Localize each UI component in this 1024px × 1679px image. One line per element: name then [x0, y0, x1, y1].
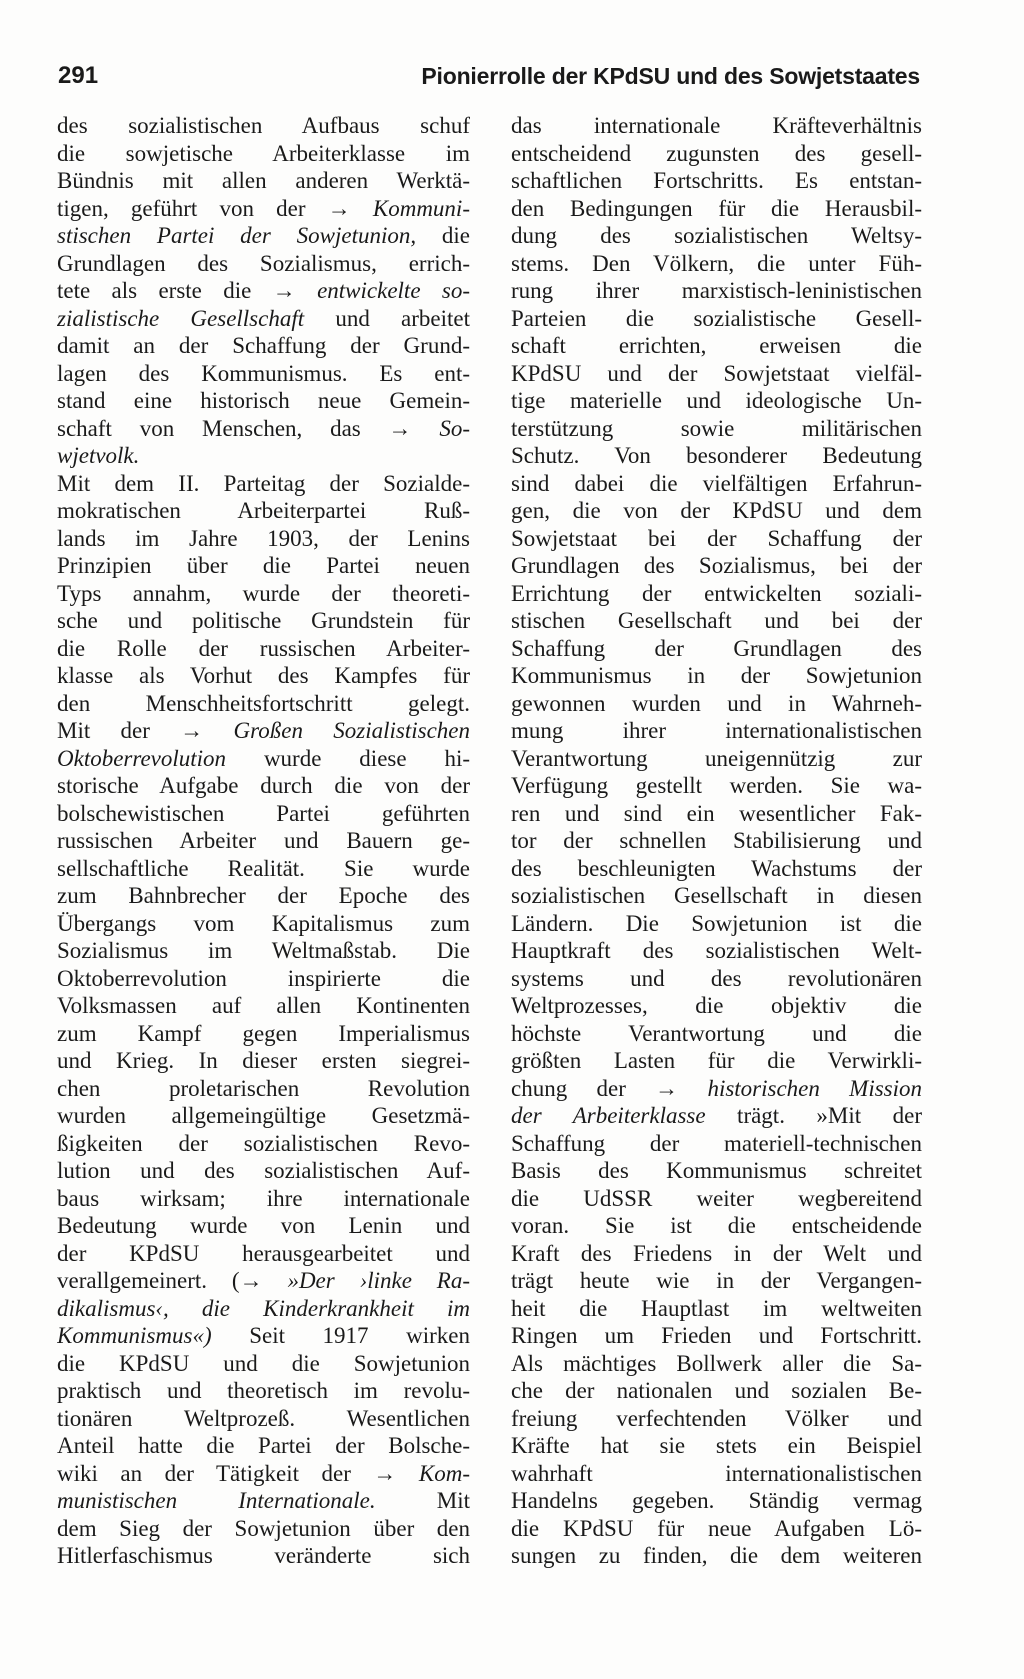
text-line: Verfügung gestellt werden. Sie wa-: [511, 773, 922, 798]
text-line: Verantwortung uneigennützig zur: [511, 745, 922, 771]
text-line: lagen des Kommunismus. Es ent-: [57, 360, 470, 386]
text-line: lution und des sozialistischen Auf-: [57, 1158, 470, 1183]
text-line: stems. Den Völkern, die unter Füh-: [511, 250, 922, 276]
text-line: Hitlerfaschismus veränderte sich: [57, 1543, 470, 1568]
text-line: der Arbeiterklasse trägt. »Mit der: [511, 1103, 922, 1128]
text-line: sind dabei die vielfältigen Erfahrun-: [511, 470, 922, 496]
text-line: stand eine historisch neue Gemein-: [57, 388, 470, 413]
text-line: Schaffung der materiell-technischen: [511, 1130, 922, 1156]
text-line: ren und sind ein wesentlicher Fak-: [511, 800, 922, 826]
text-line: Sozialismus im Weltmaßstab. Die: [57, 938, 470, 963]
text-line: und Krieg. In dieser ersten siegrei-: [57, 1048, 470, 1073]
text-line: Parteien die sozialistische Gesell-: [511, 305, 922, 331]
text-line: Als mächtiges Bollwerk aller die Sa-: [511, 1350, 922, 1376]
text-line: chen proletarischen Revolution: [57, 1075, 470, 1101]
text-line: Oktoberrevolution inspirierte die: [57, 965, 470, 991]
text-line: Mit dem II. Parteitag der Sozialde-: [57, 470, 470, 496]
text-line: terstützung sowie militärischen: [511, 415, 922, 441]
text-line: Übergangs vom Kapitalismus zum: [57, 910, 470, 936]
text-line: der KPdSU herausgearbeitet und: [57, 1240, 470, 1266]
text-line: schaftlichen Fortschritts. Es entstan-: [511, 168, 922, 193]
text-line: che der nationalen und sozialen Be-: [511, 1378, 922, 1403]
text-line: ßigkeiten der sozialistischen Revo-: [57, 1130, 470, 1156]
text-line: gewonnen wurden und in Wahrneh-: [511, 690, 922, 716]
text-line: sche und politische Grundstein für: [57, 608, 470, 633]
text-line: mung ihrer internationalistischen: [511, 718, 922, 743]
text-line: damit an der Schaffung der Grund-: [57, 333, 470, 358]
text-line: russischen Arbeiter und Bauern ge-: [57, 828, 470, 853]
text-line: Kraft des Friedens in der Welt und: [511, 1240, 922, 1266]
text-line: dung des sozialistischen Weltsy-: [511, 223, 922, 248]
text-line: munistischen Internationale. Mit: [57, 1488, 470, 1513]
text-line: sellschaftliche Realität. Sie wurde: [57, 855, 470, 881]
text-line: freiung verfechtenden Völker und: [511, 1405, 922, 1431]
text-line: entscheidend zugunsten des gesell-: [511, 140, 922, 166]
text-line: das internationale Kräfteverhältnis: [511, 113, 922, 138]
text-line: des beschleunigten Wachstums der: [511, 855, 922, 881]
text-line: chung der → historischen Mission: [511, 1075, 922, 1101]
text-line: die KPdSU und die Sowjetunion: [57, 1350, 470, 1376]
text-line: verallgemeinert. (→ »Der ›linke Ra-: [57, 1268, 470, 1293]
text-line: tionären Weltprozeß. Wesentlichen: [57, 1405, 470, 1431]
text-line: tigen, geführt von der → Kommuni-: [57, 195, 470, 221]
text-line: heit die Hauptlast im weltweiten: [511, 1295, 922, 1321]
text-line: dem Sieg der Sowjetunion über den: [57, 1515, 470, 1541]
running-title: Pionierrolle der KPdSU und des Sowjetstaates: [421, 63, 920, 89]
text-line: gen, die von der KPdSU und dem: [511, 498, 922, 523]
text-line: tige materielle und ideologische Un-: [511, 388, 922, 413]
text-line: des sozialistischen Aufbaus schuf: [57, 113, 470, 138]
text-line: zialistische Gesellschaft und arbeitet: [57, 305, 470, 331]
text-line: die UdSSR weiter wegbereitend: [511, 1185, 922, 1211]
text-line: systems und des revolutionären: [511, 965, 922, 991]
text-column-left: [57, 112, 470, 1572]
text-line: Errichtung der entwickelten soziali-: [511, 580, 922, 606]
text-line: wahrhaft internationalistischen: [511, 1460, 922, 1486]
text-line: Kommunismus«) Seit 1917 wirken: [57, 1323, 470, 1348]
text-line: schaft errichten, erweisen die: [511, 333, 922, 358]
text-line: Ringen um Frieden und Fortschritt.: [511, 1323, 922, 1348]
text-line: Ländern. Die Sowjetunion ist die: [511, 910, 922, 936]
text-line: höchste Verantwortung und die: [511, 1020, 922, 1046]
text-line: voran. Sie ist die entscheidende: [511, 1213, 922, 1238]
text-line: stischen Gesellschaft und bei der: [511, 608, 922, 633]
text-line: Kommunismus in der Sowjetunion: [511, 663, 922, 688]
text-line: Sowjetstaat bei der Schaffung der: [511, 525, 922, 551]
text-line: Oktoberrevolution wurde diese hi-: [57, 745, 470, 771]
text-line: wurden allgemeingültige Gesetzmä-: [57, 1103, 470, 1128]
text-line: Schaffung der Grundlagen des: [511, 635, 922, 661]
text-line: den Menschheitsfortschritt gelegt.: [57, 690, 470, 716]
text-line: bolschewistischen Partei geführten: [57, 800, 470, 826]
text-line: Mit der → Großen Sozialistischen: [57, 718, 470, 743]
text-line: Schutz. Von besonderer Bedeutung: [511, 443, 922, 468]
text-line: Basis des Kommunismus schreitet: [511, 1158, 922, 1183]
text-line: wjetvolk.: [57, 443, 140, 468]
page-number: 291: [58, 62, 99, 89]
text-line: die Rolle der russischen Arbeiter-: [57, 635, 470, 661]
text-line: die KPdSU für neue Aufgaben Lö-: [511, 1515, 922, 1541]
text-line: sozialistischen Gesellschaft in diesen: [511, 883, 922, 908]
text-line: Handelns gegeben. Ständig vermag: [511, 1488, 922, 1513]
text-line: Weltprozesses, die objektiv die: [511, 993, 922, 1018]
text-line: Volksmassen auf allen Kontinenten: [57, 993, 470, 1018]
text-line: Bündnis mit allen anderen Werktä-: [57, 168, 470, 193]
text-line: Bedeutung wurde von Lenin und: [57, 1213, 470, 1238]
text-line: storische Aufgabe durch die von der: [57, 773, 470, 798]
text-line: mokratischen Arbeiterpartei Ruß-: [57, 498, 470, 523]
text-line: Anteil hatte die Partei der Bolsche-: [57, 1433, 470, 1458]
text-line: KPdSU und der Sowjetstaat vielfäl-: [511, 360, 922, 386]
text-line: den Bedingungen für die Herausbil-: [511, 195, 922, 221]
text-line: klasse als Vorhut des Kampfes für: [57, 663, 470, 688]
text-line: Grundlagen des Sozialismus, errich-: [57, 250, 470, 276]
text-line: tor der schnellen Stabilisierung und: [511, 828, 922, 853]
text-line: lands im Jahre 1903, der Lenins: [57, 525, 470, 551]
text-line: zum Bahnbrecher der Epoche des: [57, 883, 470, 908]
text-line: rung ihrer marxistisch-leninistischen: [511, 278, 922, 303]
text-column-right: [511, 112, 922, 1572]
text-line: baus wirksam; ihre internationale: [57, 1185, 470, 1211]
text-line: zum Kampf gegen Imperialismus: [57, 1020, 470, 1046]
text-line: dikalismus‹, die Kinderkrankheit im: [57, 1295, 470, 1321]
text-line: tete als erste die → entwickelte so-: [57, 278, 470, 303]
text-line: Prinzipien über die Partei neuen: [57, 553, 470, 578]
page-header: [58, 56, 920, 96]
text-line: Kräfte hat sie stets ein Beispiel: [511, 1433, 922, 1458]
text-line: größten Lasten für die Verwirkli-: [511, 1048, 922, 1073]
text-line: die sowjetische Arbeiterklasse im: [57, 140, 470, 166]
text-line: praktisch und theoretisch im revolu-: [57, 1378, 470, 1403]
text-line: stischen Partei der Sowjetunion, die: [57, 223, 470, 248]
text-line: wiki an der Tätigkeit der → Kom-: [57, 1460, 470, 1486]
text-line: trägt heute wie in der Vergangen-: [511, 1268, 922, 1293]
text-line: Hauptkraft des sozialistischen Welt-: [511, 938, 922, 963]
text-line: sungen zu finden, die dem weiteren: [511, 1543, 922, 1568]
text-line: Typs annahm, wurde der theoreti-: [57, 580, 470, 606]
text-line: Grundlagen des Sozialismus, bei der: [511, 553, 922, 578]
text-line: schaft von Menschen, das → So-: [57, 415, 470, 441]
